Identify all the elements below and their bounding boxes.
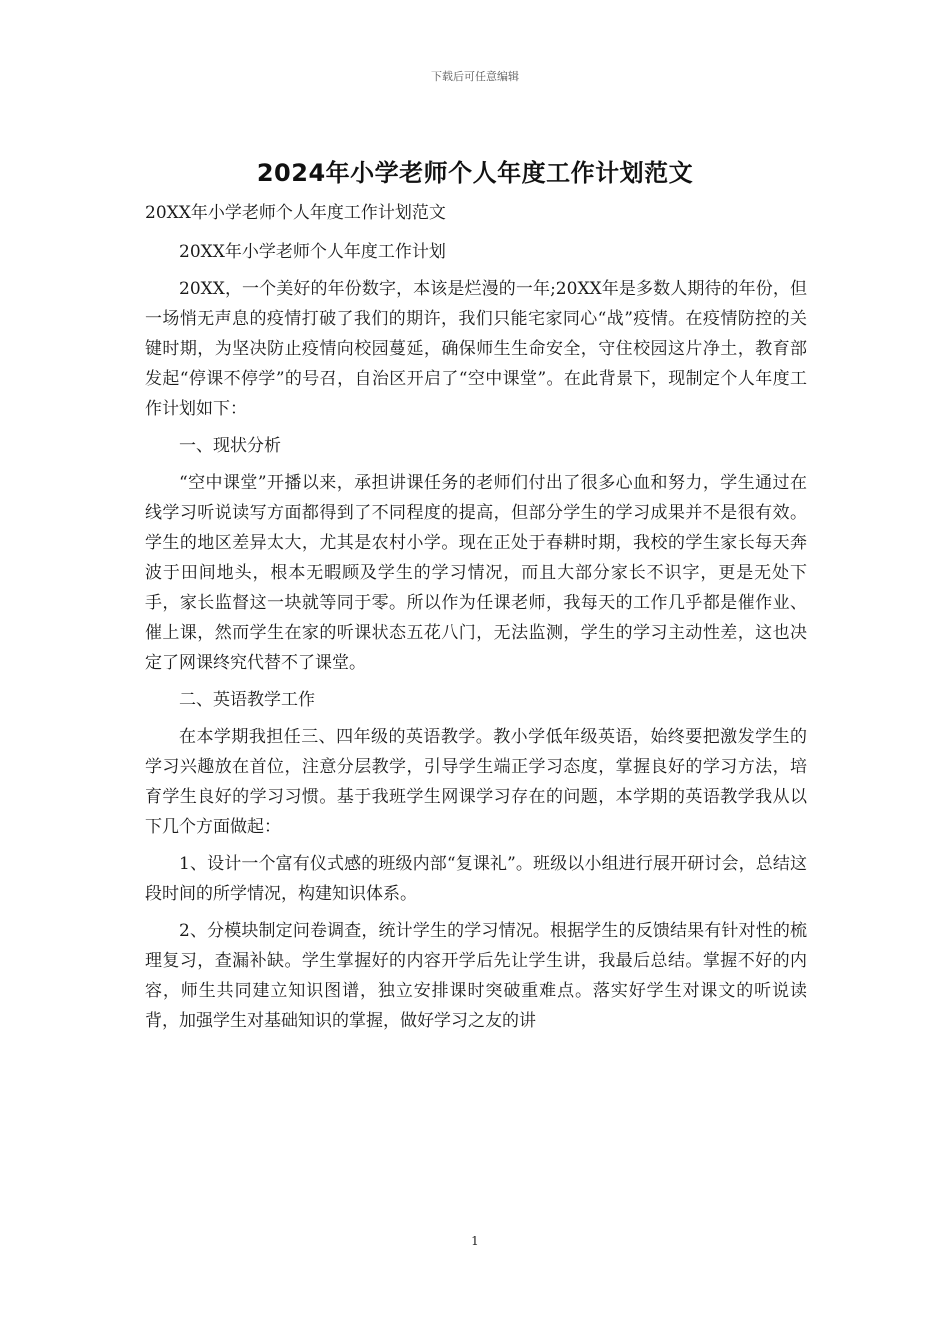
paragraph-english: 在本学期我担任三、四年级的英语教学。教小学低年级英语，始终要把激发学生的学习兴趣放在首位，注意分层教学，引导学生端正学习态度，掌握良好的学习方法，培育学生良好的学习习惯。基于我班学生网课学习存在的问题，本学期的英语教学我从以下几个方面做起： (145, 727, 807, 837)
page-number: 1 (471, 1234, 479, 1248)
paragraph-intro: 20XX，一个美好的年份数字，本该是烂漫的一年;20XX年是多数人期待的年份，但一场悄无声息的疫情打破了我们的期许，我们只能宅家同心“战”疫情。在疫情防控的关键时期，为坚决防止疫情向校园蔓延，确保师生生命安全，守住校园这片净土，教育部发起“停课不停学”的号召，自治区开启了“空中课堂”。在此背景下，现制定个人年度工作计划如下： (145, 279, 807, 419)
document-title: 2024年小学老师个人年度工作计划范文 (256, 159, 694, 187)
paragraph-status: “空中课堂”开播以来，承担讲课任务的老师们付出了很多心血和努力，学生通过在线学习听说读写方面都得到了不同程度的提高，但部分学生的学习成果并不是很有效。学生的地区差异太大，尤其是农村小学。现在正处于春耕时期，我校的学生家长每天奔波于田间地头，根本无暇顾及学生的学习情况，而且大部分家长不识字，更是无处下手，家长监督这一块就等同于零。所以作为任课老师，我每天的工作几乎都是催作业、催上课，然而学生在家的听课状态五花八门，无法监测，学生的学习主动性差，这也决定了网课终究代替不了课堂。 (145, 473, 807, 673)
section-heading-2: 二、英语教学工作 (179, 690, 315, 710)
subtitle-indented: 20XX年小学老师个人年度工作计划 (179, 242, 446, 262)
header-note: 下载后可任意编辑 (431, 70, 519, 83)
document-body (145, 198, 807, 1043)
section-heading-1: 一、现状分析 (179, 436, 281, 456)
list-item-1: 1、设计一个富有仪式感的班级内部“复课礼”。班级以小组进行展开研讨会，总结这段时间的所学情况，构建知识体系。 (145, 854, 807, 904)
list-item-2: 2、分模块制定问卷调查，统计学生的学习情况。根据学生的反馈结果有针对性的梳理复习，查漏补缺。学生掌握好的内容开学后先让学生讲，我最后总结。掌握不好的内容，师生共同建立知识图谱，独立安排课时突破重难点。落实好学生对课文的听说读背，加强学生对基础知识的掌握，做好学习之友的讲 (145, 921, 807, 1031)
subtitle-line: 20XX年小学老师个人年度工作计划范文 (145, 203, 446, 223)
